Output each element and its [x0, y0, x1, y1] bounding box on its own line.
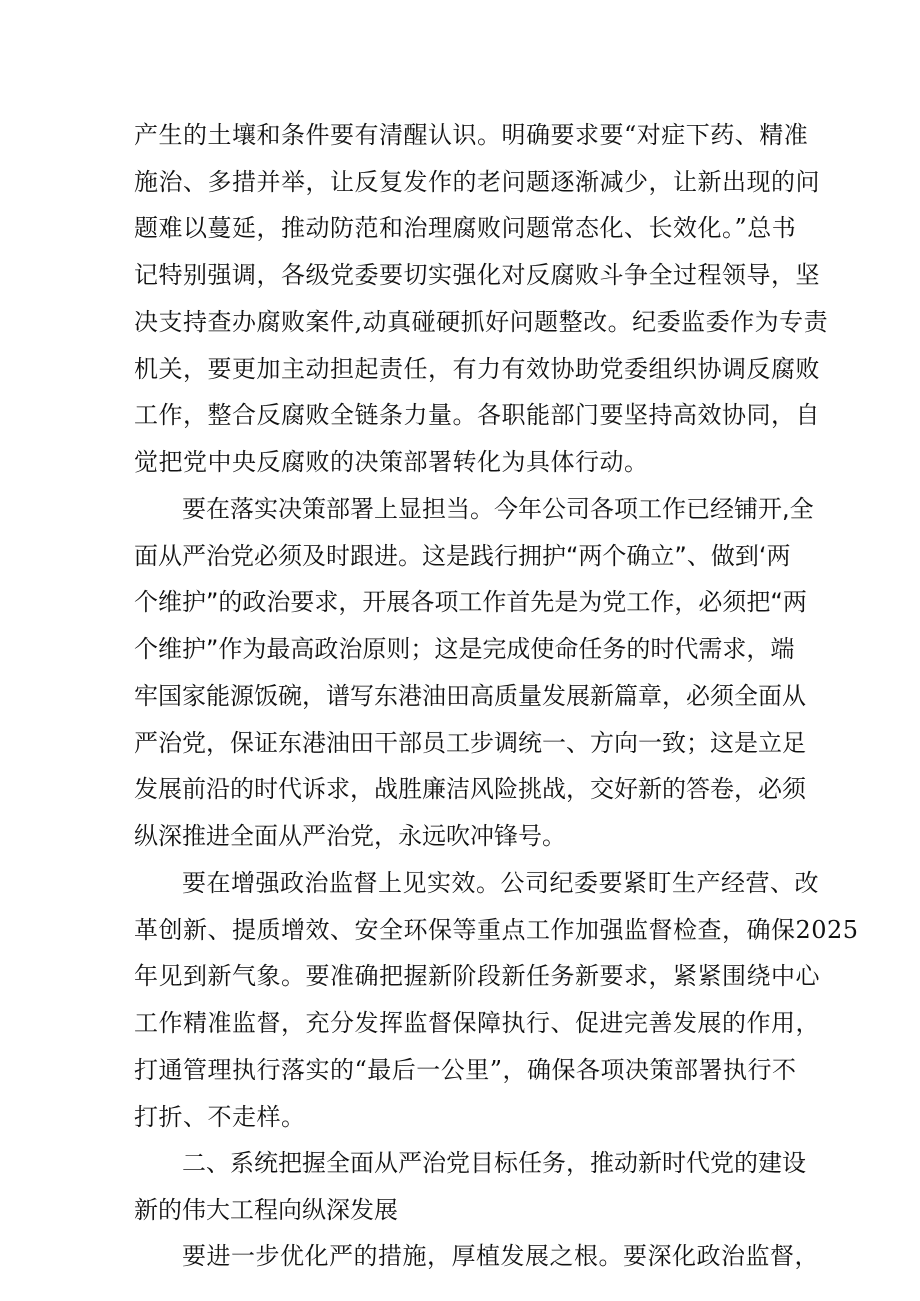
text-line: 发展前沿的时代诉求，战胜廉洁风险挑战，交好新的答卷，必须 [134, 775, 806, 804]
text-line: 个维护”的政治要求，开展各项工作首先是为党工作，必须把“两 [134, 588, 807, 617]
heading-line: 二、系统把握全面从严治党目标任务，推动新时代党的建设 [182, 1149, 806, 1177]
text-line: 面从严治党必须及时跟进。这是践行拥护“两个确立”、做到‘两 [134, 541, 791, 570]
text-line: 要在落实决策部署上显担当。今年公司各项工作已经铺开,全 [182, 495, 814, 523]
text-line: 要在增强政治监督上见实效。公司纪委要紧盯生产经营、改 [182, 869, 819, 897]
text-line: 产生的土壤和条件要有清醒认识。明确要求要“对症下药、精准 [134, 121, 809, 149]
text-line: 个维护”作为最高政治原则；这是完成使命任务的时代需求，端 [134, 635, 795, 664]
heading-line: 新的伟大工程向纵深发展 [134, 1195, 398, 1224]
text-line: 纵深推进全面从严治党，永远吹冲锋号。 [134, 821, 566, 850]
text-line: 革创新、提质增效、安全环保等重点工作加强监督检查，确保2025 [134, 915, 859, 944]
text-line: 要进一步优化严的措施，厚植发展之根。要深化政治监督， [182, 1242, 819, 1270]
text-line: 觉把党中央反腐败的决策部署转化为具体行动。 [134, 447, 649, 476]
text-line: 严治党，保证东港油田干部员工步调统一、方向一致；这是立足 [134, 728, 806, 757]
text-line: 打折、不走样。 [134, 1102, 306, 1131]
section-heading-two [134, 1140, 806, 1233]
paragraph-political-supervision [134, 860, 859, 1140]
text-line: 机关，要更加主动担起责任，有力有效协助党委组织协调反腐败 [134, 354, 820, 383]
paragraph-anti-corruption-leadership [134, 112, 829, 486]
text-line: 工作，整合反腐败全链条力量。各职能部门要坚持高效协同，自 [134, 401, 820, 430]
text-line: 打通管理执行落实的“最后一公里”，确保各项决策部署执行不 [134, 1055, 797, 1084]
text-line: 牢国家能源饭碗，谱写东港油田高质量发展新篇章，必须全面从 [134, 681, 806, 710]
text-line: 题难以蔓延，推动防范和治理腐败问题常态化、长效化。”总书 [134, 214, 797, 243]
text-line: 记特别强调，各级党委要切实强化对反腐败斗争全过程领导，坚 [134, 261, 820, 290]
text-line: 工作精准监督，充分发挥监督保障执行、促进完善发展的作用， [134, 1009, 820, 1038]
text-line: 年见到新气象。要准确把握新阶段新任务新要求，紧紧围绕中心 [134, 962, 820, 991]
paragraph-optimize-measures [134, 1233, 819, 1280]
paragraph-implement-decisions [134, 486, 814, 860]
text-line: 施治、多措并举，让反复发作的老问题逐渐减少，让新出现的问 [134, 167, 820, 196]
text-line: 决支持查办腐败案件,动真碰硬抓好问题整改。纪委监委作为专责 [134, 307, 829, 336]
